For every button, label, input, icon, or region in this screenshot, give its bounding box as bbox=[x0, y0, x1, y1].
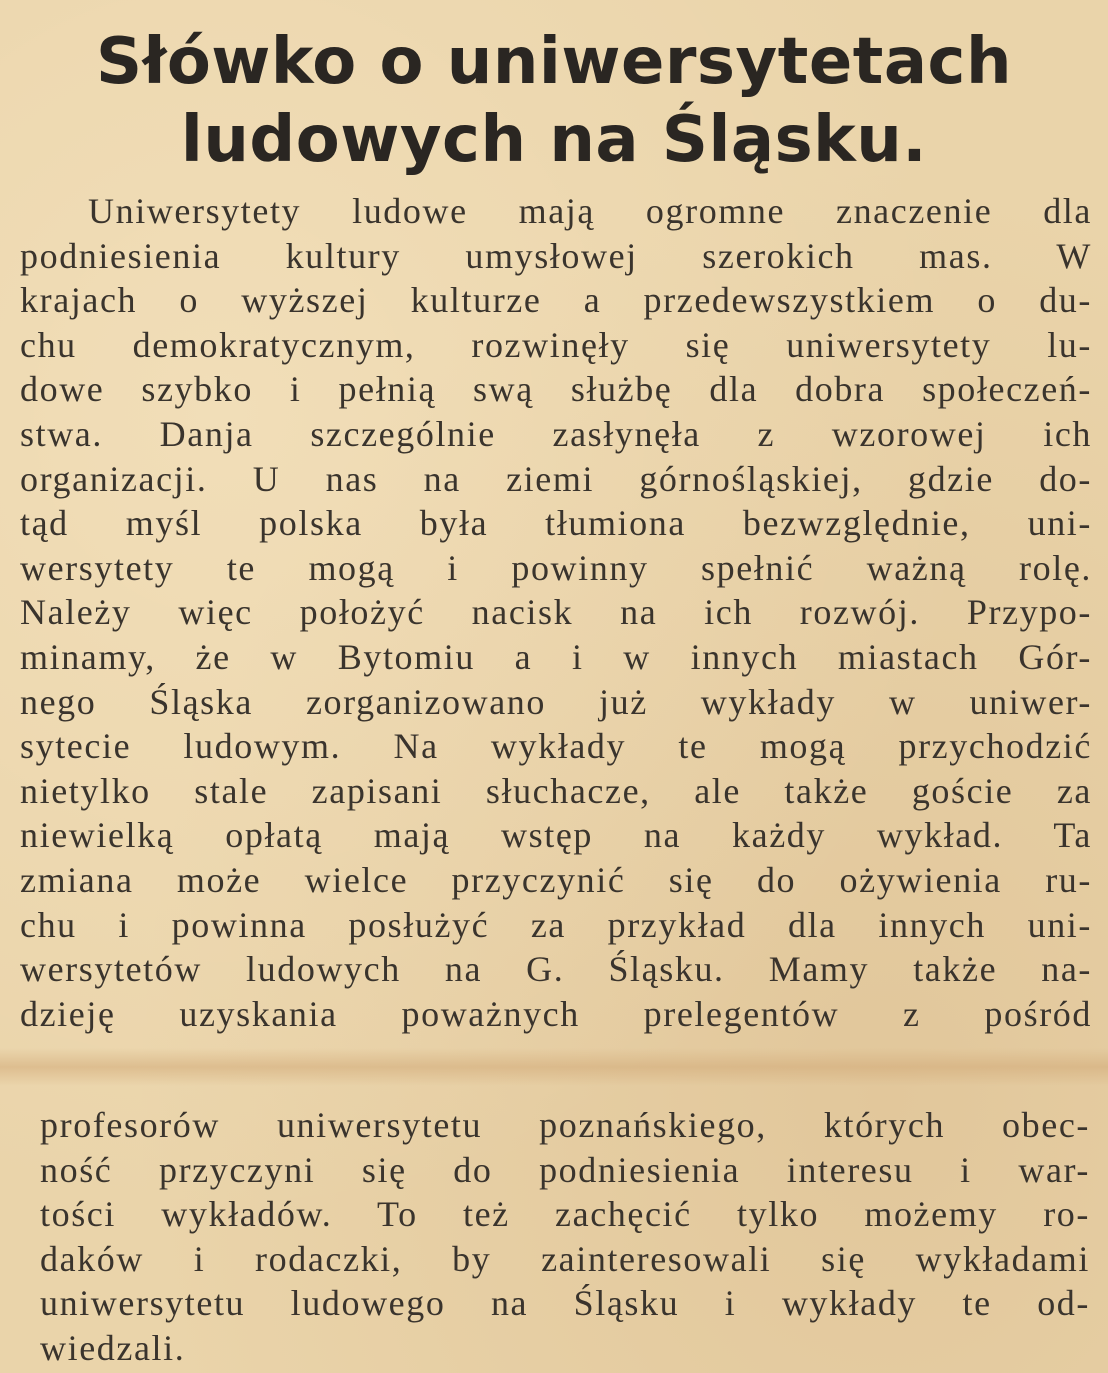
body-line: Uniwersytety ludowe mają ogromne znaczenie dla bbox=[88, 191, 1092, 231]
body-line: nego Śląska zorganizowano już wykłady w uniwer- bbox=[20, 681, 1092, 722]
body-line: nietylko stale zapisani słuchacze, ale także goście za bbox=[20, 770, 1092, 811]
body-line: niewielką opłatą mają wstęp na każdy wykład. Ta bbox=[20, 815, 1092, 856]
body-line: organizacji. U nas na ziemi górnośląskiej, gdzie do- bbox=[20, 458, 1092, 499]
paper-fold bbox=[0, 1048, 1108, 1086]
body-line: chu i powinna posłużyć za przykład dla innych uni- bbox=[20, 904, 1092, 945]
body-line: krajach o wyższej kulturze a przedewszystkiem o du- bbox=[20, 280, 1092, 321]
body-line: tąd myśl polska była tłumiona bezwzględnie, uni- bbox=[20, 503, 1092, 544]
article-body-column-2 bbox=[40, 1103, 1090, 1371]
body-line: stwa. Danja szczególnie zasłynęła z wzorowej ich bbox=[20, 413, 1092, 454]
body-line: wersytety te mogą i powinny spełnić ważną rolę. bbox=[20, 547, 1092, 588]
body-line: daków i rodaczki, by zainteresowali się wykładami bbox=[40, 1238, 1090, 1279]
body-line: profesorów uniwersytetu poznańskiego, których obec- bbox=[40, 1105, 1090, 1145]
headline-line-1: Słówko o uniwersytetach bbox=[95, 25, 1013, 99]
body-line: sytecie ludowym. Na wykłady te mogą przychodzić bbox=[20, 726, 1092, 767]
body-line: minamy, że w Bytomiu a i w innych miastach Gór- bbox=[20, 636, 1092, 677]
article-body-column-1 bbox=[20, 189, 1092, 1036]
body-line: dowe szybko i pełnią swą służbę dla dobra społeczeń- bbox=[20, 369, 1092, 410]
body-line: wiedzali. bbox=[40, 1327, 186, 1368]
body-line: ność przyczyni się do podniesienia interesu i war- bbox=[40, 1149, 1090, 1190]
headline-line-2: ludowych na Śląsku. bbox=[180, 103, 928, 177]
body-line: dzieję uzyskania poważnych prelegentów z pośród bbox=[20, 993, 1092, 1034]
body-line: podniesienia kultury umysłowej szerokich mas. W bbox=[20, 235, 1092, 276]
body-line: zmiana może wielce przyczynić się do ożywienia ru- bbox=[20, 859, 1092, 900]
body-line: chu demokratycznym, rozwinęły się uniwersytety lu- bbox=[20, 324, 1092, 365]
body-line: uniwersytetu ludowego na Śląsku i wykłady te od- bbox=[40, 1283, 1090, 1324]
body-line: Należy więc położyć nacisk na ich rozwój. Przypo- bbox=[20, 592, 1092, 633]
body-line: wersytetów ludowych na G. Śląsku. Mamy także na- bbox=[20, 949, 1092, 990]
body-line: tości wykładów. To też zachęcić tylko możemy ro- bbox=[40, 1194, 1090, 1235]
